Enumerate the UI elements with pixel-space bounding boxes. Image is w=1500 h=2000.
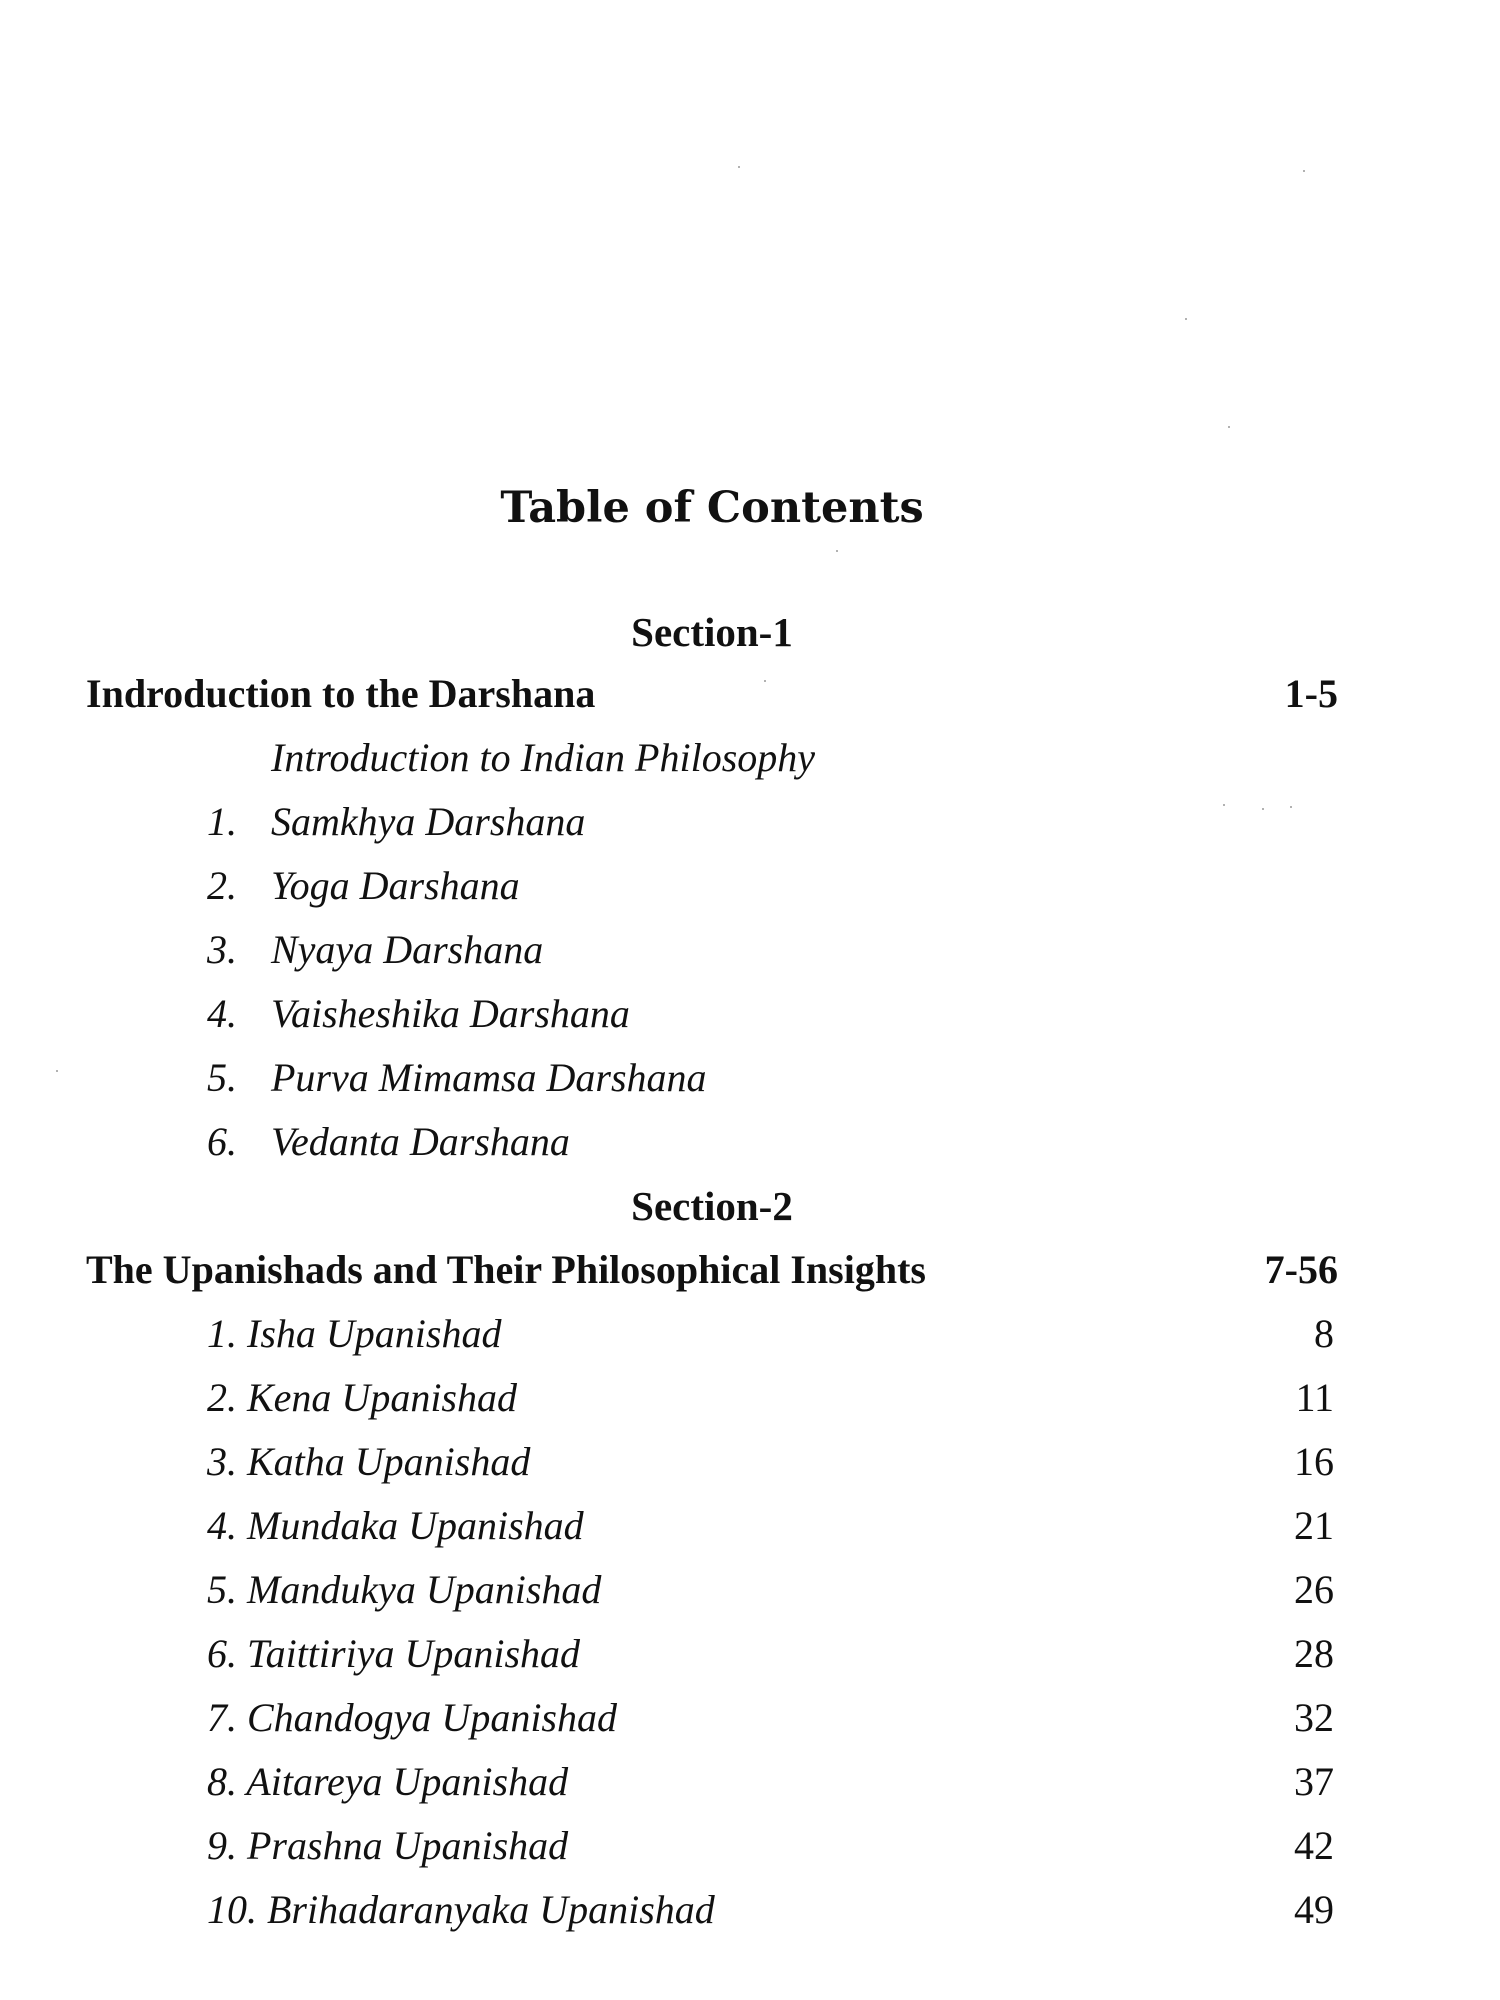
scan-speck — [738, 166, 740, 168]
toc-entry — [0, 982, 1500, 1046]
toc-entry — [0, 1046, 1500, 1110]
toc-entry — [0, 1878, 1500, 1942]
scan-speck — [1303, 170, 1305, 172]
toc-entry-number: 6. — [207, 1119, 237, 1164]
toc-entry-title: 3. Katha Upanishad — [207, 1439, 531, 1484]
toc-entry — [0, 1430, 1500, 1494]
toc-entry-title: Nyaya Darshana — [271, 927, 544, 972]
toc-entry-page: 16 — [1294, 1439, 1334, 1484]
toc-entry — [0, 790, 1500, 854]
scan-speck — [1185, 318, 1187, 320]
toc-entry — [0, 1622, 1500, 1686]
toc-entry — [0, 1366, 1500, 1430]
toc-entry-number: 4. — [207, 991, 237, 1036]
toc-entry-number: 1. — [207, 799, 237, 844]
section-1-chapter-title: Indroduction to the Darshana — [86, 671, 596, 716]
scan-speck — [1228, 426, 1230, 428]
toc-entry-title: 2. Kena Upanishad — [207, 1375, 517, 1420]
toc-entry-title: Samkhya Darshana — [271, 799, 586, 844]
toc-entry — [0, 1110, 1500, 1174]
section-1-intro-title: Introduction to Indian Philosophy — [271, 735, 816, 780]
toc-entry-title: Purva Mimamsa Darshana — [271, 1055, 707, 1100]
toc-entry-title: 7. Chandogya Upanishad — [207, 1695, 617, 1740]
toc-entry-title: Vedanta Darshana — [271, 1119, 570, 1164]
toc-entry-page: 28 — [1294, 1631, 1334, 1676]
toc-entry — [0, 1750, 1500, 1814]
toc-entry — [0, 918, 1500, 982]
toc-entry-number: 2. — [207, 863, 237, 908]
section-2-chapter-title: The Upanishads and Their Philosophical Insights — [86, 1247, 926, 1292]
toc-entry-page: 42 — [1294, 1823, 1334, 1868]
toc-entry-page: 32 — [1294, 1695, 1334, 1740]
scan-speck — [836, 550, 838, 552]
page-title: Table of Contents — [500, 483, 924, 533]
toc-entry-title: Vaisheshika Darshana — [271, 991, 630, 1036]
toc-entry-title: Yoga Darshana — [271, 863, 520, 908]
section-1-intro-row — [0, 726, 1500, 790]
toc-entry-title: 6. Taittiriya Upanishad — [207, 1631, 581, 1676]
toc-entry — [0, 1302, 1500, 1366]
toc-entry-title: 8. Aitareya Upanishad — [207, 1759, 569, 1804]
toc-entry-page: 11 — [1295, 1375, 1334, 1420]
toc-entry-title: 9. Prashna Upanishad — [207, 1823, 569, 1868]
toc-entry — [0, 854, 1500, 918]
toc-entry — [0, 1814, 1500, 1878]
toc-entry-page: 26 — [1294, 1567, 1334, 1612]
toc-entry — [0, 1686, 1500, 1750]
section-1-page-range: 1-5 — [1284, 671, 1338, 716]
section-1-chapter-row — [0, 662, 1500, 726]
toc-entry-page: 49 — [1294, 1887, 1334, 1932]
section-2-chapter-row — [0, 1238, 1500, 1302]
section-2-page-range: 7-56 — [1264, 1247, 1338, 1292]
section-1-heading: Section-1 — [631, 609, 793, 655]
toc-entry-number: 3. — [207, 927, 237, 972]
toc-entry — [0, 1494, 1500, 1558]
toc-entry-page: 37 — [1294, 1759, 1334, 1804]
toc-entry-title: 10. Brihadaranyaka Upanishad — [207, 1887, 715, 1932]
toc-entry-page: 21 — [1294, 1503, 1334, 1548]
toc-entry — [0, 1558, 1500, 1622]
toc-entry-page: 8 — [1314, 1311, 1334, 1356]
toc-entry-title: 4. Mundaka Upanishad — [207, 1503, 584, 1548]
toc-entry-title: 1. Isha Upanishad — [207, 1311, 502, 1356]
section-2-heading: Section-2 — [631, 1183, 793, 1229]
toc-entry-title: 5. Mandukya Upanishad — [207, 1567, 602, 1612]
toc-entry-number: 5. — [207, 1055, 237, 1100]
